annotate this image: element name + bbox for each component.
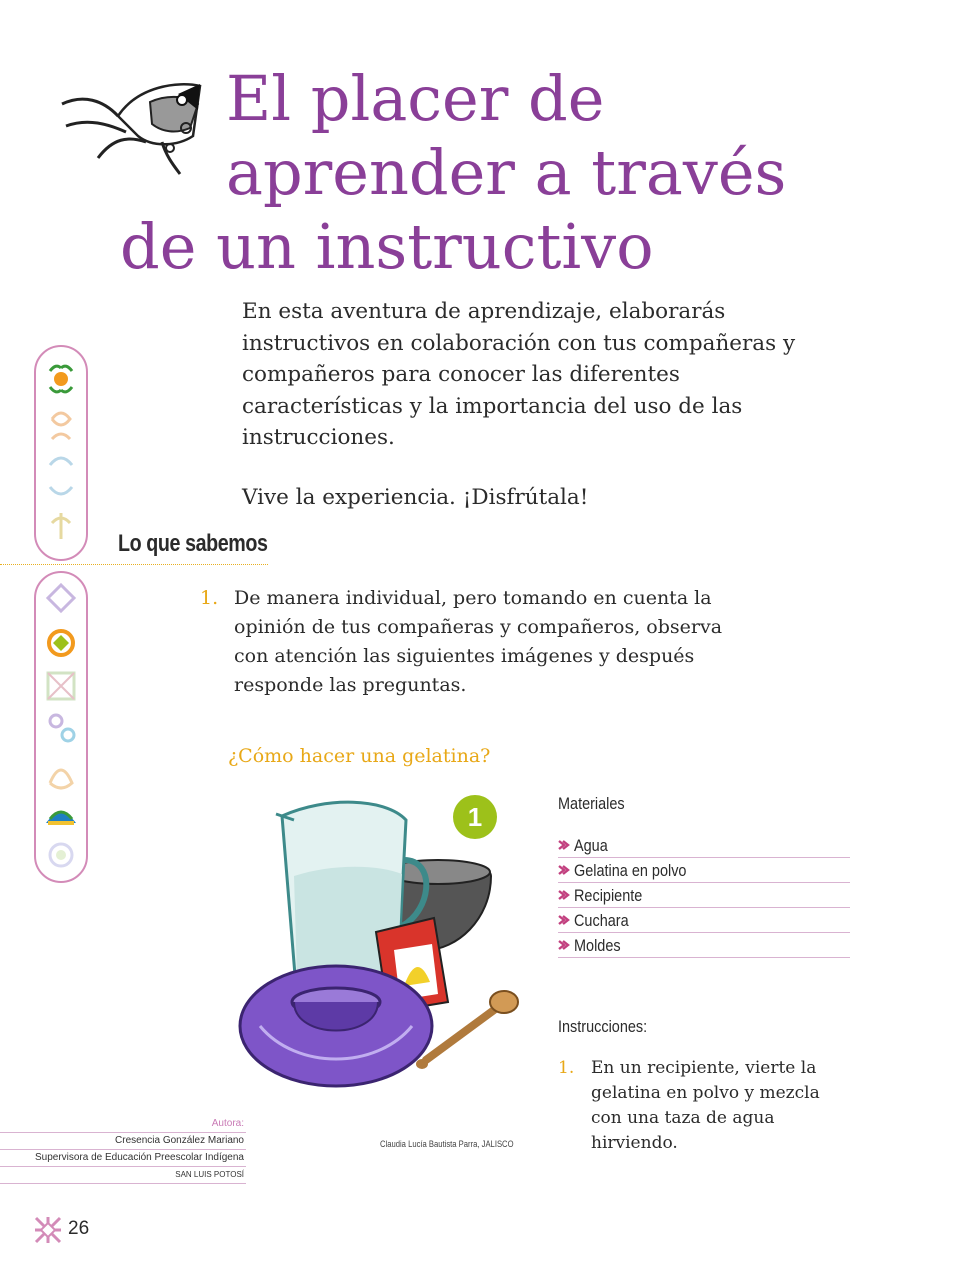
page-ornament-icon	[34, 1216, 62, 1244]
step-1-text: De manera individual, pero tomando en cuenta la opinión de tus compañeras y compañeros, observa con atención las siguientes imágenes y después responde las preguntas.	[234, 587, 723, 696]
section-divider	[0, 564, 268, 565]
ornament-icon	[36, 347, 86, 559]
illustration-number-badge: 1	[453, 795, 497, 839]
material-label: Agua	[574, 836, 608, 855]
chevron-right-icon	[558, 939, 570, 951]
page-title-line-2: aprender a través	[226, 136, 787, 209]
instruction-1-number: 1.	[558, 1058, 575, 1078]
page-number: 26	[68, 1218, 90, 1239]
ornament-icon	[36, 573, 86, 881]
list-item	[558, 933, 850, 958]
list-item	[558, 908, 850, 933]
chevron-right-icon	[558, 914, 570, 926]
section-title: Lo que sabemos	[118, 530, 268, 557]
chevron-right-icon	[558, 864, 570, 876]
author-name: Cresencia González Mariano	[0, 1133, 246, 1150]
recipe-title: ¿Cómo hacer una gelatina?	[228, 745, 491, 767]
materials-list	[558, 833, 850, 958]
material-label: Recipiente	[574, 886, 643, 905]
author-label: Autora:	[0, 1116, 246, 1133]
list-item	[558, 858, 850, 883]
material-label: Gelatina en polvo	[574, 861, 687, 880]
intro-closing: Vive la experiencia. ¡Disfrútala!	[242, 485, 589, 510]
side-icon-panel-top	[34, 345, 88, 561]
materials-title: Materiales	[558, 794, 625, 813]
list-item	[558, 833, 850, 858]
author-role: Supervisora de Educación Preescolar Indígena	[0, 1150, 246, 1167]
intro-paragraph: En esta aventura de aprendizaje, elaborarás instructivos en colaboración con tus compañeras y compañeros para conocer las diferentes características y la importancia del uso de las instrucciones.	[242, 299, 796, 450]
author-block	[0, 1116, 246, 1184]
chevron-right-icon	[558, 889, 570, 901]
instructions-title: Instrucciones:	[558, 1017, 648, 1036]
gelatin-materials-illustration	[236, 790, 526, 1110]
page-title-line-3: de un instructivo	[120, 210, 654, 283]
instruction-1-text: En un recipiente, vierte la gelatina en polvo y mezcla con una taza de agua hirviendo.	[591, 1058, 820, 1153]
side-icon-panel-bottom	[34, 571, 88, 883]
material-label: Moldes	[574, 936, 621, 955]
page-title-line-1: El placer de	[226, 62, 605, 135]
author-place: SAN LUIS POTOSÍ	[0, 1167, 246, 1184]
material-label: Cuchara	[574, 911, 629, 930]
step-1-number: 1.	[200, 587, 219, 609]
chevron-right-icon	[558, 839, 570, 851]
glyph-illustration	[58, 76, 208, 178]
illustration-credit: Claudia Lucía Bautista Parra, JALISCO	[380, 1139, 514, 1149]
list-item	[558, 883, 850, 908]
